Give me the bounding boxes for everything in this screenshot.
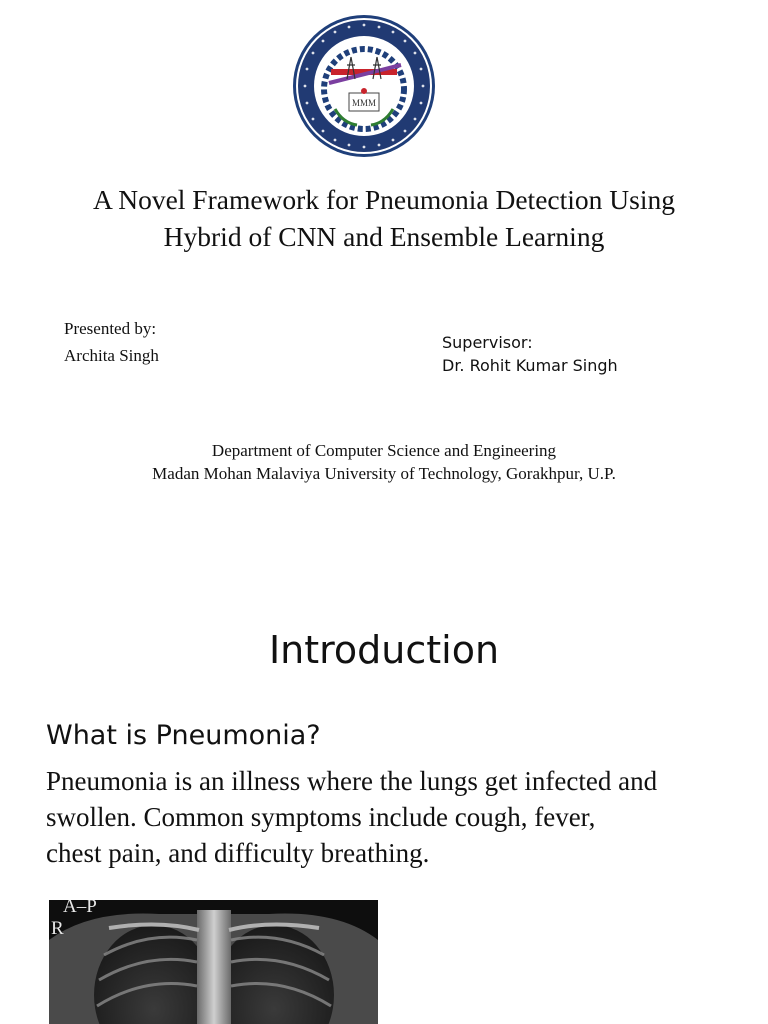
pneumonia-description [46,763,736,871]
title-line-2: Hybrid of CNN and Ensemble Learning [163,221,605,252]
department-block [0,439,768,485]
presentation-title [24,181,744,255]
supervisor-name: Dr. Rohit Kumar Singh [442,356,618,375]
paragraph-line-3: chest pain, and difficulty breathing. [46,838,430,868]
svg-text:MMM: MMM [351,98,377,108]
presenter-block [64,315,159,369]
chest-xray-image [49,900,378,1024]
introduction-heading: Introduction [268,628,500,672]
xray-side-marker: R [51,918,64,939]
department-line-1: Department of Computer Science and Engineering [211,441,557,460]
pneumonia-subheading: What is Pneumonia? [46,720,321,751]
paragraph-line-1: Pneumonia is an illness where the lungs get infected and [46,766,658,796]
supervisor-label: Supervisor: [442,333,533,352]
presenter-label: Presented by: [64,319,157,338]
supervisor-block [442,331,618,377]
xray-orientation-label: A–P [63,900,97,917]
presenter-name: Archita Singh [64,346,159,365]
title-line-1: A Novel Framework for Pneumonia Detection Using [93,184,675,215]
department-line-2: Madan Mohan Malaviya University of Technology, Gorakhpur, U.P. [152,464,616,483]
university-logo [291,13,437,159]
paragraph-line-2: swollen. Common symptoms include cough, fever, [46,802,596,832]
